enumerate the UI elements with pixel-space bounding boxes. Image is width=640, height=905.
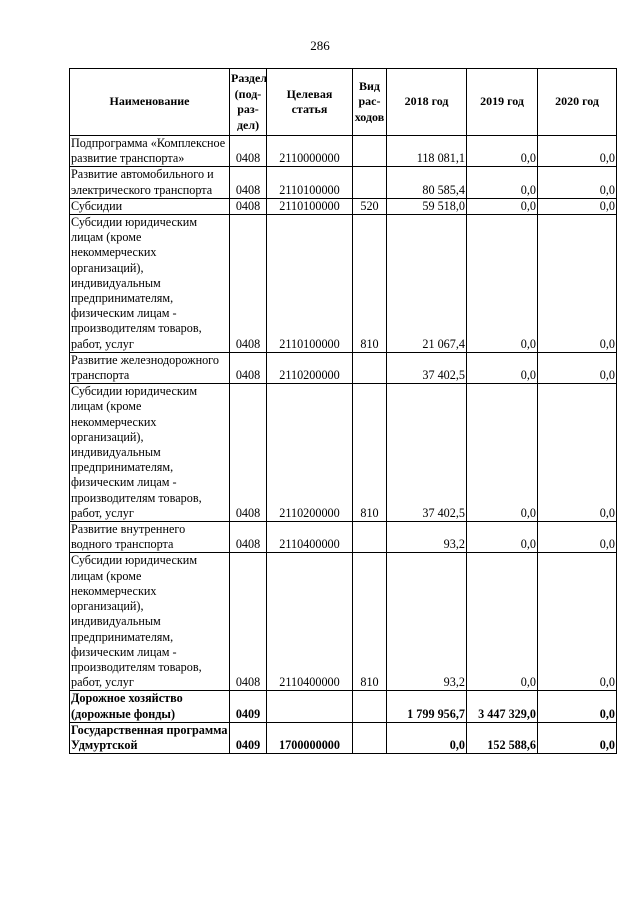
table-row [70, 553, 617, 691]
header-2018: 2018 год [387, 69, 467, 136]
cell-section: 0409 [230, 722, 267, 753]
cell-y2020: 0,0 [538, 167, 617, 198]
cell-expense-type [353, 352, 387, 383]
cell-expense-type: 810 [353, 553, 387, 691]
cell-expense-type: 810 [353, 384, 387, 522]
cell-name: Развитие внутреннего водного транспорта [70, 522, 230, 553]
cell-y2018: 0,0 [387, 722, 467, 753]
cell-y2019: 0,0 [467, 215, 538, 353]
cell-y2020: 0,0 [538, 522, 617, 553]
cell-y2019: 0,0 [467, 352, 538, 383]
cell-y2019: 0,0 [467, 167, 538, 198]
table-row [70, 215, 617, 353]
cell-target: 2110400000 [267, 553, 353, 691]
page-number: 286 [310, 38, 330, 53]
header-2020: 2020 год [538, 69, 617, 136]
cell-y2018: 21 067,4 [387, 215, 467, 353]
cell-name: Развитие железнодорожного транспорта [70, 352, 230, 383]
cell-y2019: 3 447 329,0 [467, 691, 538, 722]
cell-target: 1700000000 [267, 722, 353, 753]
cell-y2020: 0,0 [538, 691, 617, 722]
cell-name: Субсидии юридическим лицам (кроме некоммерческих организаций), индивидуальным предпринимателям, физическим лицам - производителям товаров, работ, услуг [70, 553, 230, 691]
cell-y2019: 0,0 [467, 553, 538, 691]
cell-y2018: 93,2 [387, 522, 467, 553]
cell-y2018: 59 518,0 [387, 198, 467, 214]
budget-table [69, 68, 617, 754]
cell-target: 2110100000 [267, 215, 353, 353]
cell-y2018: 93,2 [387, 553, 467, 691]
cell-expense-type [353, 691, 387, 722]
table-row [70, 722, 617, 753]
cell-name: Субсидии [70, 198, 230, 214]
cell-y2018: 37 402,5 [387, 384, 467, 522]
cell-y2020: 0,0 [538, 352, 617, 383]
table-row [70, 691, 617, 722]
table-row [70, 522, 617, 553]
cell-name: Субсидии юридическим лицам (кроме некоммерческих организаций), индивидуальным предпринимателям, физическим лицам - производителям товаров, работ, услуг [70, 384, 230, 522]
cell-y2020: 0,0 [538, 215, 617, 353]
cell-target: 2110100000 [267, 167, 353, 198]
cell-expense-type [353, 722, 387, 753]
cell-name: Дорожное хозяйство (дорожные фонды) [70, 691, 230, 722]
cell-y2020: 0,0 [538, 198, 617, 214]
table-header-row [70, 69, 617, 136]
header-section: Раздел (под-раз-дел) [230, 69, 267, 136]
cell-section: 0408 [230, 167, 267, 198]
cell-section: 0408 [230, 384, 267, 522]
cell-y2018: 37 402,5 [387, 352, 467, 383]
cell-name: Подпрограмма «Комплексное развитие транспорта» [70, 136, 230, 167]
cell-section: 0408 [230, 522, 267, 553]
cell-section: 0408 [230, 553, 267, 691]
cell-target: 2110200000 [267, 384, 353, 522]
table-row [70, 167, 617, 198]
cell-y2019: 0,0 [467, 198, 538, 214]
cell-target [267, 691, 353, 722]
cell-y2019: 0,0 [467, 384, 538, 522]
cell-y2020: 0,0 [538, 384, 617, 522]
cell-section: 0408 [230, 136, 267, 167]
table-row [70, 136, 617, 167]
cell-y2020: 0,0 [538, 722, 617, 753]
cell-target: 2110200000 [267, 352, 353, 383]
table-row [70, 384, 617, 522]
cell-name: Субсидии юридическим лицам (кроме некоммерческих организаций), индивидуальным предпринимателям, физическим лицам - производителям товаров, работ, услуг [70, 215, 230, 353]
cell-y2020: 0,0 [538, 136, 617, 167]
cell-section: 0409 [230, 691, 267, 722]
cell-y2019: 0,0 [467, 136, 538, 167]
header-target: Целевая статья [267, 69, 353, 136]
cell-expense-type: 810 [353, 215, 387, 353]
cell-y2020: 0,0 [538, 553, 617, 691]
cell-section: 0408 [230, 215, 267, 353]
cell-target: 2110100000 [267, 198, 353, 214]
table-row [70, 352, 617, 383]
cell-section: 0408 [230, 198, 267, 214]
cell-y2018: 80 585,4 [387, 167, 467, 198]
cell-y2019: 0,0 [467, 522, 538, 553]
cell-y2018: 118 081,1 [387, 136, 467, 167]
header-2019: 2019 год [467, 69, 538, 136]
cell-name: Развитие автомобильного и электрического транспорта [70, 167, 230, 198]
cell-section: 0408 [230, 352, 267, 383]
header-name: Наименование [70, 69, 230, 136]
cell-expense-type [353, 167, 387, 198]
cell-expense-type [353, 136, 387, 167]
table-row [70, 198, 617, 214]
cell-expense-type: 520 [353, 198, 387, 214]
cell-target: 2110400000 [267, 522, 353, 553]
cell-y2019: 152 588,6 [467, 722, 538, 753]
header-expense-type: Вид рас-ходов [353, 69, 387, 136]
cell-expense-type [353, 522, 387, 553]
cell-target: 2110000000 [267, 136, 353, 167]
cell-y2018: 1 799 956,7 [387, 691, 467, 722]
cell-name: Государственная программа Удмуртской [70, 722, 230, 753]
